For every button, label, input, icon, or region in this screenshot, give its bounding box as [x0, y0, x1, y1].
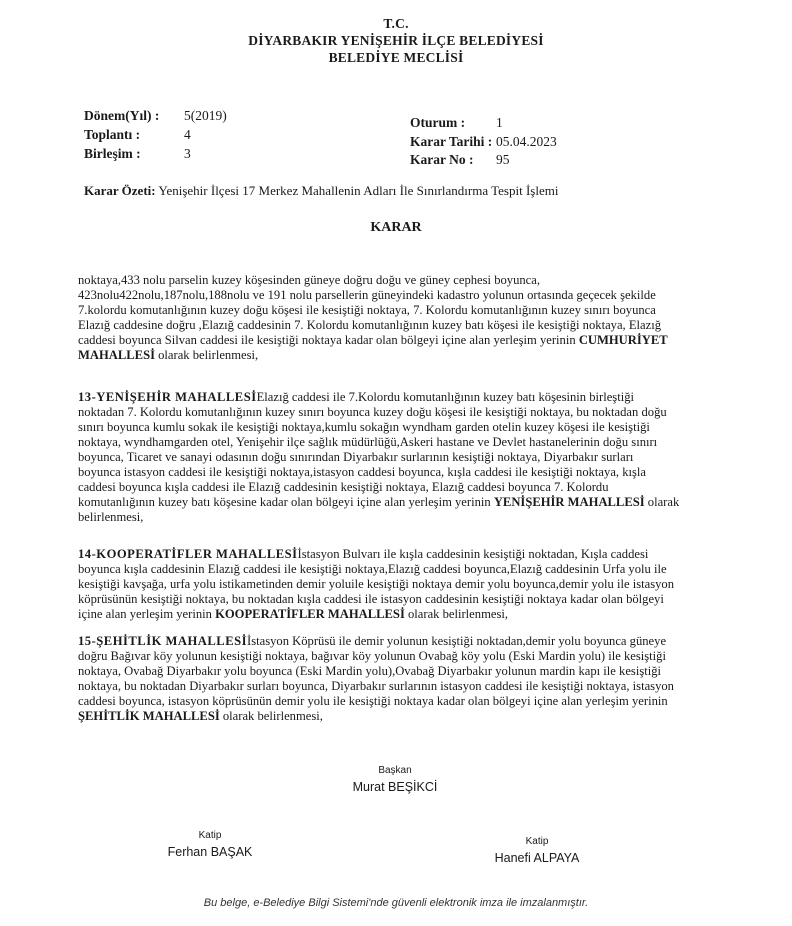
signature-name: Murat BEŞİKCİ [352, 780, 438, 794]
text-line: 7.kolordu komutanlığının kuzey doğu köşesi ile kesiştiği noktaya, 7. Kolordu komutanlığının kuzey sınırı boyunca [78, 303, 656, 317]
signature-name: Ferhan BAŞAK [167, 845, 253, 859]
neighborhood-name: CUMHURİYET [578, 333, 668, 347]
text-line: noktaya, bu noktadan Diyarbakır surları boyunca, Diyarbakır surlarının istasyon caddesi ile kesiştiği noktaya, istasyon [78, 679, 674, 693]
signature-role: Başkan [378, 765, 412, 776]
text-line [78, 495, 706, 510]
neighborhood-name: KOOPERATİFLER MAHALLESİ [215, 607, 405, 621]
karar-title: KARAR [370, 220, 422, 235]
text-segment: komutanlığının kuzey batı köşesine kadar olan bölgeyi içine alan yerleşim yerinin [78, 495, 494, 509]
signature-role: Katip [198, 830, 222, 841]
header-tc: T.C. [383, 16, 409, 31]
text-segment: olarak [644, 495, 680, 509]
text-line: noktadan 7. Kolordu komutanlığının kuzey sınırı boyunca kuzey doğu köşesi ile kesiştiği noktaya, bu noktadan doğu [78, 405, 667, 419]
meta-oturum [410, 115, 503, 131]
paragraph-yenisehir [78, 390, 706, 525]
paragraph-cumhuriyet [78, 273, 706, 363]
no-value: 95 [496, 152, 510, 167]
oturum-value: 1 [496, 115, 503, 130]
meta-donem [84, 108, 227, 124]
summary-text: Yenişehir İlçesi 17 Merkez Mahallenin Adları İle Sınırlandırma Tespit İşlemi [158, 183, 559, 198]
neighborhood-name: ŞEHİTLİK MAHALLESİ [78, 709, 220, 723]
header-council: BELEDİYE MECLİSİ [328, 50, 464, 65]
decision-summary [84, 183, 558, 199]
text-line: kesiştiği kavşağa, urfa yolu istikametinden demir yoluile kesiştiği noktaya demir yolu boyunca,demir yolu ile istasyon [78, 577, 674, 591]
tarih-value: 05.04.2023 [496, 134, 557, 149]
donem-label: Dönem(Yıl) : [84, 108, 160, 123]
header-municipality: DİYARBAKIR YENİŞEHİR İLÇE BELEDİYESİ [248, 33, 544, 48]
text-segment: İstasyon Bulvarı ile kışla caddesinin kesiştiği noktadan, Kışla caddesi [297, 547, 649, 561]
text-segment: İstasyon Köprüsü ile demir yolunun kesiştiği noktadan,demir yolu boyunca güneye [247, 634, 667, 648]
text-line: noktaya, wyndhamgarden otel, Yenişehir ilçe sağlık müdürlüğü,Askeri hastane ve Devlet hastanelerinin doğu sınırı [78, 435, 658, 449]
text-line [78, 333, 706, 348]
paragraph-sehitlik [78, 634, 706, 724]
signature-katip-2 [462, 836, 612, 865]
signature-baskan [320, 765, 470, 794]
signature-role: Katip [525, 836, 549, 847]
birlesim-value: 3 [184, 146, 191, 161]
text-segment: olarak belirlenmesi, [404, 607, 509, 621]
no-label: Karar No : [410, 152, 474, 167]
donem-value: 5(2019) [184, 108, 227, 123]
meta-karar-tarihi [410, 134, 557, 150]
toplanti-label: Toplantı : [84, 127, 141, 142]
text-line: belirlenmesi, [78, 510, 144, 524]
text-line [78, 390, 706, 405]
text-line [78, 348, 706, 363]
text-line: boyunca istasyon caddesi ile kesiştiği noktaya,istasyon caddesi boyunca, kışla caddesi ile kesiştiği noktaya, kışla [78, 465, 646, 479]
text-segment: içine alan yerleşim yerinin [78, 607, 216, 621]
paragraph-kooperatifler [78, 547, 706, 622]
text-line [78, 607, 706, 622]
section-heading: 14-KOOPERATİFLER MAHALLESİ [78, 547, 298, 561]
text-line [78, 547, 706, 562]
summary-label: Karar Özeti: [84, 183, 156, 198]
text-segment: olarak belirlenmesi, [154, 348, 259, 362]
meta-birlesim [84, 146, 191, 162]
text-segment: caddesi boyunca Silvan caddesi ile kesiştiği noktaya kadar olan bölgeyi içine alan yerleşim yerinin [78, 333, 579, 347]
e-signature-footer: Bu belge, e-Belediye Bilgi Sistemi'nde güvenli elektronik imza ile imzalanmıştır. [203, 897, 589, 909]
meta-toplanti [84, 127, 191, 143]
tarih-label: Karar Tarihi : [410, 134, 493, 149]
neighborhood-suffix: MAHALLESİ [78, 348, 155, 362]
section-heading: 15-ŞEHİTLİK MAHALLESİ [78, 634, 248, 648]
text-segment: olarak belirlenmesi, [219, 709, 323, 723]
text-line: noktaya,433 nolu parselin kuzey köşesinden güneye doğru doğu ve güney cephesi boyunca, [78, 273, 541, 287]
text-line [78, 709, 706, 724]
text-line: caddesi boyunca, istasyon köprüsünün demir yolu ile kesiştiği noktaya kadar olan bölgeyi içine alan yerleşim yerinin [78, 694, 668, 708]
neighborhood-name: YENİŞEHİR MAHALLESİ [493, 495, 645, 509]
text-line: noktaya, Ovabağ Diyarbakır yolu boyunca (Eski Mardin yolu),Ovabağ Diyarbakır yolunun mardin kapı ile kesiştiği [78, 664, 662, 678]
text-line: boyunca, Ticaret ve sanayi odasının doğu sınırından Diyarbakır surlarının kesiştiği noktaya, Diyarbakır surları [78, 450, 634, 464]
text-line: boyunca kışla caddesinin Elazığ caddesi ile kesiştiği noktaya,Elazığ caddesi boyunca,Elazığ caddesinin Urfa yolu ile [78, 562, 667, 576]
text-segment: Elazığ caddesi ile 7.Kolordu komutanlığının kuzey batı köşesinin birleştiği [256, 390, 634, 404]
oturum-label: Oturum : [410, 115, 466, 130]
section-heading: 13-YENİŞEHİR MAHALLESİ [78, 390, 257, 404]
meta-karar-no [410, 152, 510, 168]
birlesim-label: Birleşim : [84, 146, 141, 161]
text-line [78, 634, 706, 649]
text-line: caddesi boyunca kışla caddesi ile Elazığ caddesinin kesiştiği noktaya, Elazığ caddesi boyunca 7. Kolordu [78, 480, 609, 494]
toplanti-value: 4 [184, 127, 191, 142]
text-line: köprüsünün kesiştiği noktaya, bu noktadan kışla caddesi ile istasyon caddesinin kesiştiği noktaya kadar olan bölgeyi [78, 592, 664, 606]
text-line: sınırı boyunca kumlu sokak ile kesiştiği noktaya,kumlu sokağın wyndham garden otelin kuzey köşesi ile kesiştiği [78, 420, 650, 434]
signature-katip-1 [135, 830, 285, 859]
text-line: 423nolu422nolu,187nolu,188nolu ve 191 nolu parsellerin güneyindeki kadastro yolunun ortasında geçecek şekilde [78, 288, 656, 302]
text-line: doğru Bağıvar köy yolunun kesiştiği noktaya, bağıvar köy yolunun Ovabağ köy yolu (Eski Mardin yolu) ile kesiştiği [78, 649, 666, 663]
signature-name: Hanefi ALPAYA [494, 851, 580, 865]
text-line: Elazığ caddesine doğru ,Elazığ caddesinin 7. Kolordu komutanlığının kuzey batı köşesi ile kesiştiği noktaya, Elazığ [78, 318, 662, 332]
